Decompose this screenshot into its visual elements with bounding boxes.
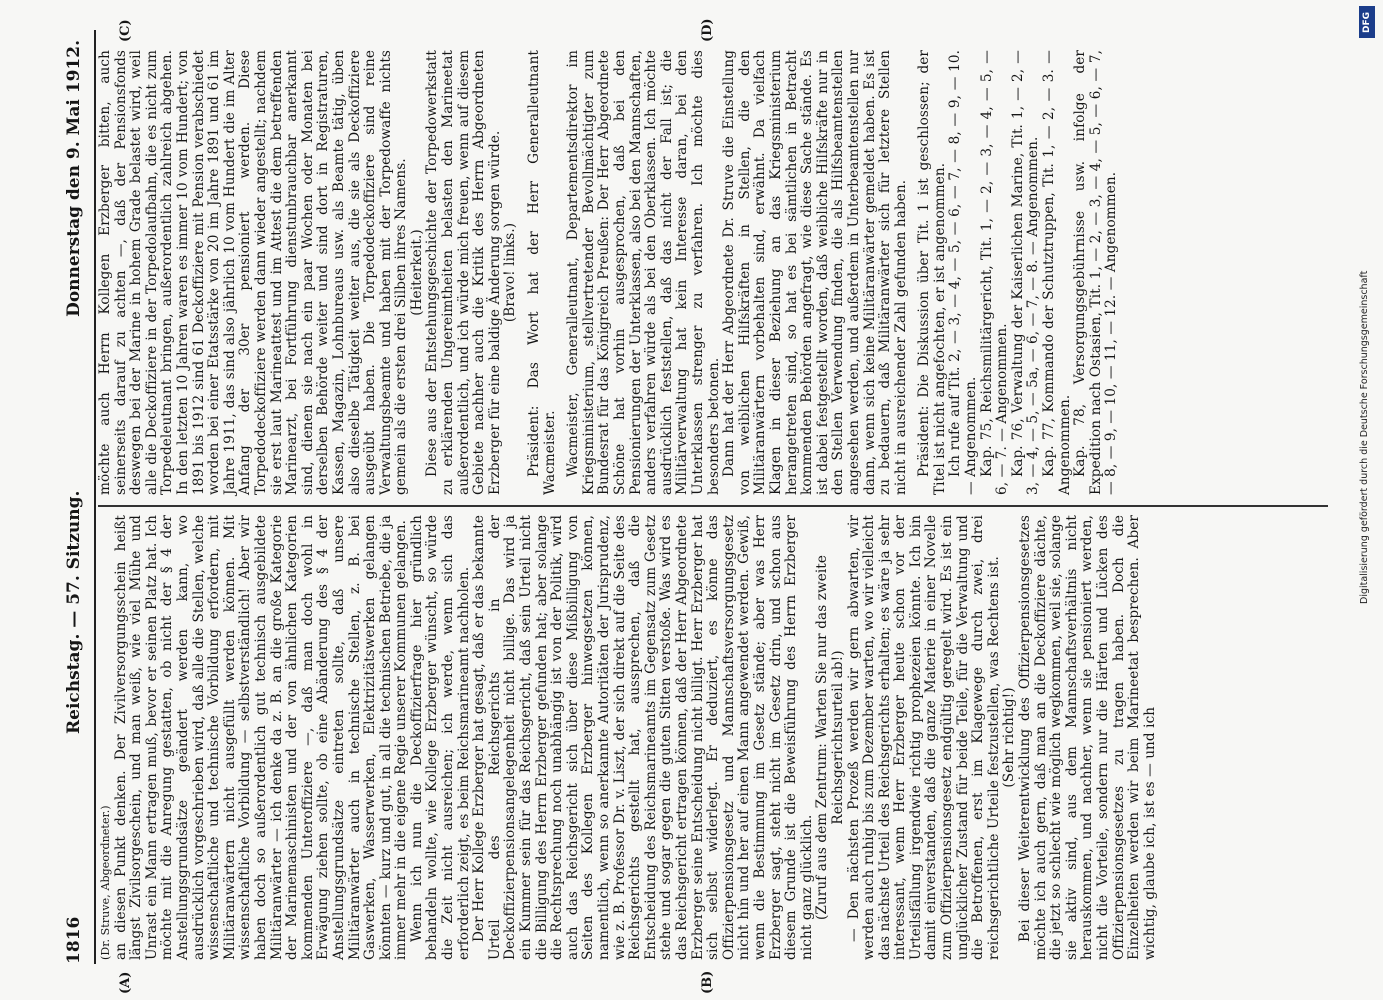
- page-number: 1816: [64, 916, 84, 964]
- dfg-logo: DFG: [1359, 6, 1375, 38]
- interjection: (Bravo! links.): [502, 222, 519, 323]
- margin-marker-b: (B): [700, 970, 715, 994]
- paragraph: Dann hat der Herr Abgeordnete Dr. Struve die Einstellung von weiblichen Hilfskräften in Stellen, die den Militäranwärtern vorbehalten sind, erwähnt. Da vielfach Klagen in dieser Beziehung an das Kriegsministerium herangetreten sind, so hat es bei sämtlichen in Betracht kommenden Behörden angefragt, wie diese Sache stände. Es ist dabei festgestellt worden, daß weibliche Hilfskräfte nur in den Stellen Verwendung finden, die als Hilfsbeamtenstellen angesehen werden, und außerdem in Unterbeamtenstellen nur dann, wenn sich keine Militäranwärter gemeldet haben. Es ist zu bedauern, daß Militäranwärter sich für letztere Stellen nicht in ausreichender Zahl gefunden haben.: [721, 50, 909, 495]
- paragraph: Kap. 75, Reichsmilitärgericht, Tit. 1, — 2, — 3, — 4, — 5, — 6, — 7. — Angenommen.: [978, 50, 1011, 495]
- digitization-sidebar: [1349, 0, 1383, 1000]
- paragraph: an diesen Punkt denken. Der Zivilversorgungsschein heißt längst Zivilsorgeschein, und man weiß, wie viel Mühe und Unrast ein Mann ertragen muß, bevor er seinen Platz hat. Ich möchte mit die Anregung gestatten, ob nicht der § 4 der Anstellungsgrundsätze geändert werden kann, wo ausdrücklich vorgeschrieben wird, daß alle die Stellen, welche wissenschaftliche und technische Vorbildung erfordern, mit Militäranwärtern nicht ausgefüllt werden können. Mit wissenschaftliche Vorbildung — selbstverständlich! Aber wir haben doch so außerordentlich gut technisch ausgebildete Militäranwärter — ich denke da z. B. an die große Kategorie der Marinemaschinisten und der von ähnlichen Kategorien kommenden Unteroffiziere —, daß man doch wohl in Erwägung ziehen sollte, ob eine Abänderung des § 4 der Anstellungsgrundsätze eintreten sollte, daß unsere Militäranwärter auch in technische Stellen, z. B. bei Gaswerken, Wasserwerken, Elektrizitätswerken gelangen könnten — kurz und gut, in all die technischen Betriebe, die ja immer mehr in die eigene Regie unserer Kommunen gelangen.: [112, 515, 410, 960]
- president-statement: Präsident: Die Diskussion über Tit. 1 ist geschlossen; der Titel ist nicht angefochten, er ist angenommen.: [916, 50, 948, 495]
- paragraph: Kap. 78, Versorgungsgebührnisse usw. infolge der Expedition nach Ostasien, Tit. 1, — 2, — 3, — 4, — 5, — 6, — 7, — 8, — 9, — 10, — 11, — 12. — Angenommen.: [1072, 50, 1120, 495]
- interjection: (Heiterkeit.): [408, 229, 425, 316]
- paragraph: Diese aus der Entstehungsgeschichte der Torpedowerkstatt zu erklärenden Ungereimtheiten belasten den Marineetat außerordentlich, und ich würde mich freuen, wenn auf diesem Gebiete nachher auch die Kritik des Herrn Abgeordneten Erzberger für eine baldige Änderung sorgen würde.: [424, 50, 503, 495]
- interjection: (Zuruf aus dem Zentrum: Warten Sie nur das zweite Reichsgerichtsurteil ab!): [814, 555, 846, 921]
- column-divider: [98, 506, 1328, 508]
- margin-marker-d: (D): [700, 18, 715, 42]
- speaker-line: (Dr. Struve, Abgeordneter.): [99, 805, 112, 960]
- margin-marker-a: (A): [118, 971, 133, 994]
- digitization-credit: Digitalisierung gefördert durch die Deutsche Forschungsgemeinschaft: [1359, 270, 1370, 604]
- margin-marker-c: (C): [118, 19, 133, 42]
- paragraph: Wenn ich nun die Deckoffizierfrage hier gründlich behandeln wollte, wie Kollege Erzberger wünscht, so würde die Zeit nicht ausreichen; ich werde, wenn sich das erforderlich zeigt, es beim Reichsmarineamt nachholen.: [408, 515, 472, 960]
- page-header: [60, 30, 92, 964]
- president-statement: Präsident: Das Wort hat der Herr Generalleutnant Wacmeister.: [526, 50, 558, 495]
- left-column: [98, 515, 1158, 960]
- paragraph: Bei dieser Weiterentwicklung des Offizierpensionsgesetzes möchte ich auch gern, daß man an die Deckoffiziere dächte, die jetzt so schlecht wie möglich wegkommen, weil sie, solange sie aktiv sind, aus dem Mannschaftsverhältnis nicht herauskommen, und nachher, wenn sie pensioniert werden, nicht die Vorteile, sondern nur die Härten und Lücken des Offizierpensionsgesetzes zu tragen haben. Doch die Einzelheiten werden wir beim Marineetat besprechen. Aber wichtig, glaube ich, ist es — und ich: [1017, 514, 1158, 960]
- session-date: Donnerstag den 9. Mai 1912.: [64, 40, 84, 317]
- paragraph: Kap. 77, Kommando der Schutztruppen, Tit. 1, — 2, — 3. — Angenommen.: [1041, 50, 1073, 495]
- paragraph: Der Herr Kollege Erzberger hat gesagt, daß er das bekannte Urteil des Reichsgerichts in der Deckoffizierpensionsangelegenheit nicht billige. Das wird ja ein Kummer sein für das Reichsgericht, daß sein Urteil nicht die Billigung des Herrn Erzberger gefunden hat; aber solange die Rechtsprechung noch unabhängig ist von der Politik, wird auch das Reichsgericht sich über diese Mißbilligung von Seiten des Kollegen Erzberger hinwegsetzen können, namentlich, wenn so anerkannte Autoritäten der Jurisprudenz, wie z. B. Professor Dr. v. Liszt, der sich direkt auf die Seite des Reichsgerichts gestellt hat, aussprechen, daß die Entscheidung des Reichsmarineamts im Gegensatz zum Gesetz stehe und sogar gegen die guten Sitten verstoße. Was wird es das Reichsgericht ertragen können, daß der Herr Abgeordnete Erzberger seine Entscheidung nicht billigt. Herr Erzberger hat sich selbst widerlegt. Er deduziert, es könne das Offizierpensionsgesetz und Mannschaftsversorgungsgesetz nicht hin und her auf einen Mann angewendet werden. Gewiß, wenn die Bestimmung im Gesetz stände; aber was Herr Erzberger sagt, steht nicht im Gesetz drin, und schon aus diesem Grunde ist die Beweisführung des Herrn Erzberger nicht ganz glücklich.: [471, 515, 815, 960]
- interjection: (Sehr richtig!): [1001, 687, 1018, 788]
- paragraph: Wacmeister, Generalleutnant, Departementsdirektor im Kriegsministerium, stellvertretender Bevollmächtigter zum Bundesrat für das Königreich Preußen: Der Herr Abgeordnete Schöne hat vorhin ausgesprochen, daß bei den Pensionierungen der Unterklassen, also bei den Mannschaften, anders verfahren würde als bei den Oberklassen. Ich möchte ausdrücklich feststellen, daß das nicht der Fall ist; die Militärverwaltung hat kein Interesse daran, bei den Unterklassen strenger zu verfahren. Ich möchte dies besonders betonen.: [565, 50, 722, 495]
- paragraph: — Den nächsten Prozeß werden wir gern abwarten, wir werden auch ruhig bis zum Dezember warten, wo wir vielleicht das nächste Urteil des Reichsgerichts erhalten; es wäre ja sehr interessant, wenn Herr Erzberger heute schon vor der Urteilsfällung irgendwie richtig prophezeien könnte. Ich bin damit einverstanden, daß die ganze Materie in einer Novelle zum Offizierpensionsgesetz endgültig geregelt wird. Es ist ein unglücklicher Zustand für beide Teile, für die Verwaltung und die Betroffenen, erst im Klagewege durch zwei, drei reichsgerichtliche Urteile festzustellen, was Rechtens ist.: [845, 515, 1002, 960]
- right-column: [98, 50, 1120, 495]
- header-rule: [94, 30, 96, 964]
- session-title: Reichstag. — 57. Sitzung.: [64, 490, 84, 734]
- paragraph: möchte auch Herrn Kollegen Erzberger bitten, auch seinerseits darauf zu achten —, daß der Pensionsfonds deswegen bei der Marine in hohem Grade belastet wird, weil alle die Deckoffiziere in der Torpedolaufbahn, die es nicht zum Torpedeleutnant bringen, außerordentlich zahlreich abgehen. In den letzten 10 Jahren waren es immer 10 vom Hundert; von 1891 bis 1912 sind 61 Deckoffiziere mit Pension verabschiedet worden bei einer Etatsstärke von 20 im Jahre 1891 und 61 im Jahre 1911, das sind also jährlich 10 vom Hundert die im Alter Anfang der 30er pensioniert werden. Diese Torpedodeckoffiziere werden dann wieder angestellt; nachdem sie erst laut Marineattest und im Attest die dem betreffenden Marinearzt, bei Fortführung dienstunbrauchbar anerkannt sind, dienen sie nach ein paar Wochen oder Monaten bei derselben Behörde weiter und sind dort in Registraturen, Kassen, Magazin, Lohnbureaus usw. als Beamte tätig, üben also dieselbe Tätigkeit weiter aus, die sie als Deckoffiziere ausgeübt haben. Die Torpedodeckoffiziere sind reine Verwaltungsbeamte und haben mit der Torpedowaffe nichts gemein als die ersten drei Silben ihres Namens.: [97, 50, 410, 495]
- paragraph: Ich rufe auf Tit. 2, — 3, — 4, — 5, — 6, — 7, — 8, — 9, — 10. — Angenommen.: [947, 50, 980, 495]
- paragraph: Kap. 76, Verwaltung der Kaiserlichen Marine, Tit. 1, — 2, — 3, — 4, — 5, — 5a, — 6, — 7, — 8. — Angenommen.: [1009, 50, 1042, 495]
